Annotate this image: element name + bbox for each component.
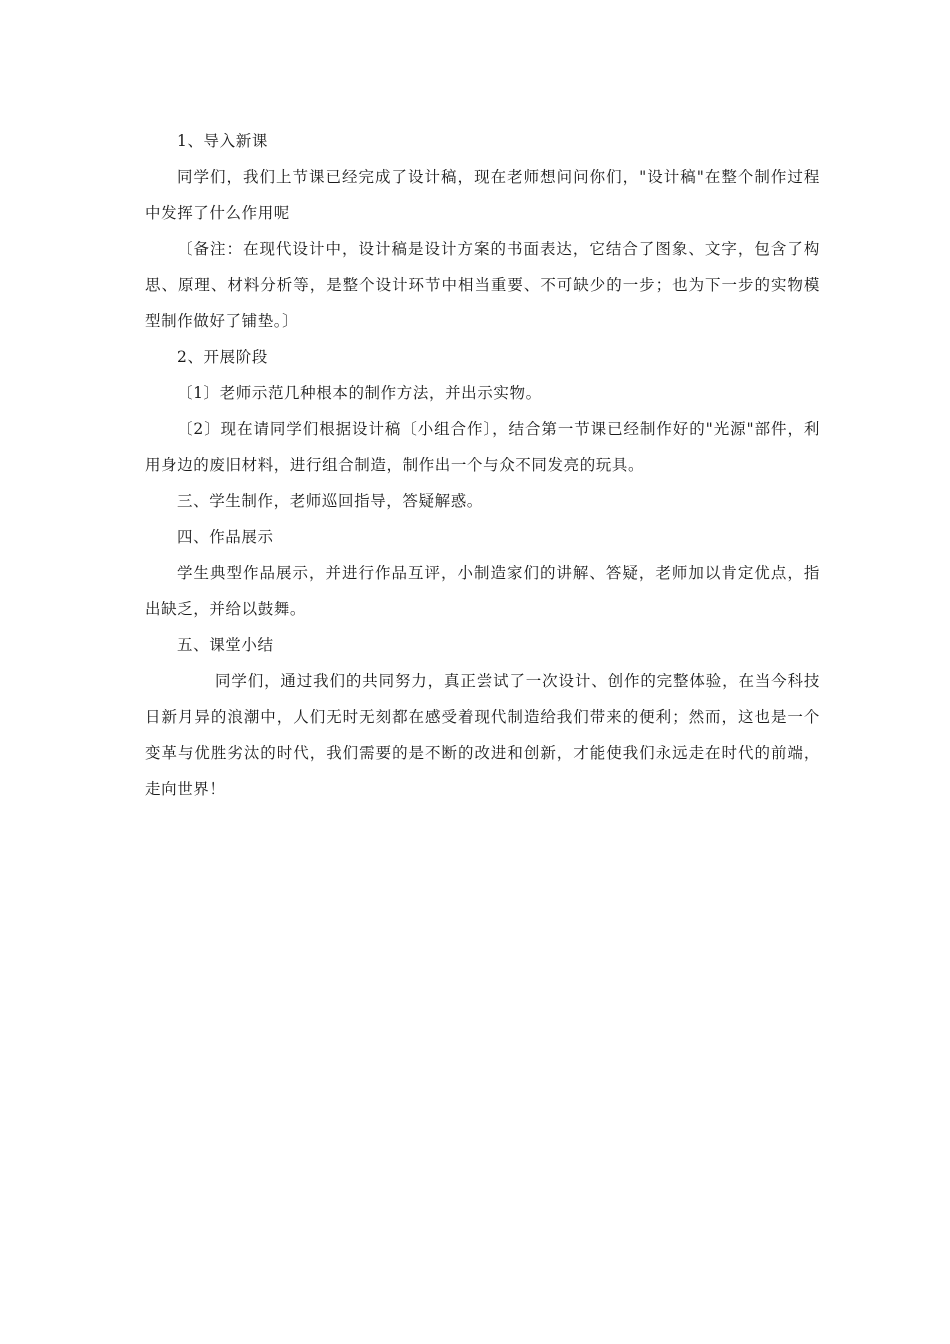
- heading-intro: 1、导入新课: [177, 132, 268, 150]
- paragraph-summary: 同学们，通过我们的共同努力，真正尝试了一次设计、创作的完整体验，在当今科技日新月异的浪潮中，人们无时无刻都在感受着现代制造给我们带来的便利；然而，这也是一个变革与优胜劣汰的时代，我们需要的是不断的改进和创新，才能使我们永远走在时代的前端，走向世界！: [145, 672, 820, 798]
- heading-develop: 2、开展阶段: [177, 348, 268, 366]
- paragraph-question: 同学们，我们上节课已经完成了设计稿，现在老师想问问你们，"设计稿"在整个制作过程中发挥了什么作用呢: [145, 168, 820, 222]
- heading-student-work: 三、学生制作，老师巡回指导，答疑解惑。: [177, 492, 483, 510]
- paragraph-step-1: 〔1〕老师示范几种根本的制作方法，并出示实物。: [177, 384, 542, 402]
- paragraph-step-2: 〔2〕现在请同学们根据设计稿〔小组合作〕，结合第一节课已经制作好的"光源"部件，利用身边的废旧材料，进行组合制造，制作出一个与众不同发亮的玩具。: [145, 420, 820, 474]
- document-body: [145, 123, 820, 807]
- heading-summary: 五、课堂小结: [177, 636, 274, 654]
- paragraph-note: 〔备注：在现代设计中，设计稿是设计方案的书面表达，它结合了图象、文字，包含了构思、原理、材料分析等，是整个设计环节中相当重要、不可缺少的一步；也为下一步的实物模型制作做好了铺垫。〕: [145, 240, 820, 330]
- paragraph-showcase: 学生典型作品展示，并进行作品互评，小制造家们的讲解、答疑，老师加以肯定优点，指出缺乏，并给以鼓舞。: [145, 564, 820, 618]
- heading-showcase: 四、作品展示: [177, 528, 274, 546]
